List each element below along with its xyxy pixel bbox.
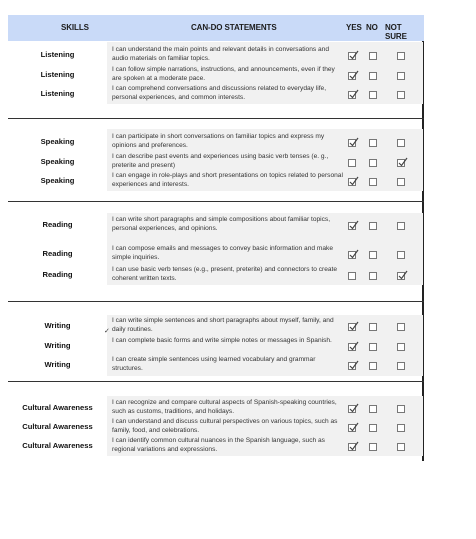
- checkbox-no[interactable]: [369, 272, 377, 280]
- skill-label: Cultural Awareness: [22, 441, 93, 450]
- table-row: [8, 337, 424, 355]
- checkbox-not-sure[interactable]: [397, 139, 405, 147]
- skill-label: Listening: [40, 50, 75, 59]
- table-row: [8, 356, 424, 374]
- checkbox-yes[interactable]: [348, 405, 356, 413]
- checkbox-no[interactable]: [369, 139, 377, 147]
- checkbox-not-sure[interactable]: [397, 405, 405, 413]
- header-no: NO: [366, 23, 378, 32]
- check-icon: [348, 89, 359, 100]
- checkbox-yes[interactable]: [348, 91, 356, 99]
- checkbox-no[interactable]: [369, 424, 377, 432]
- checkbox-no[interactable]: [369, 52, 377, 60]
- header-statements: CAN-DO STATEMENTS: [191, 23, 277, 32]
- check-icon: [348, 137, 359, 148]
- check-icon: [397, 157, 408, 168]
- table-row: [8, 399, 424, 417]
- checkbox-no[interactable]: [369, 343, 377, 351]
- checkbox-yes[interactable]: [348, 323, 356, 331]
- skill-label: Writing: [44, 360, 71, 369]
- table-row: [8, 153, 424, 171]
- checkbox-not-sure[interactable]: [397, 343, 405, 351]
- check-icon: [348, 403, 359, 414]
- checkbox-yes[interactable]: [348, 222, 356, 230]
- checkbox-not-sure[interactable]: [397, 222, 405, 230]
- skill-label: Writing: [44, 341, 71, 350]
- table-header: [8, 15, 424, 41]
- checkbox-yes[interactable]: [348, 343, 356, 351]
- checkbox-not-sure[interactable]: [397, 424, 405, 432]
- checkbox-not-sure[interactable]: [397, 272, 405, 280]
- checkbox-no[interactable]: [369, 443, 377, 451]
- check-icon: [348, 321, 359, 332]
- checkbox-yes[interactable]: [348, 272, 356, 280]
- checkbox-yes[interactable]: [348, 362, 356, 370]
- can-do-statement: I can write short paragraphs and simple compositions about familiar topics, personal experiences, and opinions.: [112, 216, 331, 232]
- can-do-statement: I can describe past events and experiences using basic verb tenses (e. g., preterite and present): [112, 153, 329, 169]
- skill-label: Reading: [42, 220, 73, 229]
- checkbox-not-sure[interactable]: [397, 443, 405, 451]
- skill-label: Listening: [40, 70, 75, 79]
- checkbox-yes[interactable]: [348, 72, 356, 80]
- check-icon: [348, 441, 359, 452]
- checkbox-not-sure[interactable]: [397, 362, 405, 370]
- checkbox-no[interactable]: [369, 362, 377, 370]
- skill-label: Writing: [44, 321, 71, 330]
- check-icon: [348, 422, 359, 433]
- checkbox-not-sure[interactable]: [397, 251, 405, 259]
- checkbox-no[interactable]: [369, 159, 377, 167]
- check-icon: [348, 176, 359, 187]
- checkbox-not-sure[interactable]: [397, 72, 405, 80]
- can-do-statement: I can understand the main points and relevant details in conversations and audio materials on familiar topics.: [112, 46, 329, 62]
- table-row: [8, 317, 424, 335]
- checkbox-yes[interactable]: [348, 424, 356, 432]
- skill-label: Listening: [40, 89, 75, 98]
- table-row: [8, 266, 424, 284]
- checkbox-yes[interactable]: [348, 159, 356, 167]
- table-row: [8, 172, 424, 190]
- checkbox-yes[interactable]: [348, 251, 356, 259]
- table-row: [8, 46, 424, 64]
- can-do-statement: I can write simple sentences and short paragraphs about myself, family, and daily routines.: [112, 317, 334, 333]
- can-do-statement: I can participate in short conversations on familiar topics and express my opinions and preferences.: [112, 133, 325, 149]
- checkbox-yes[interactable]: [348, 178, 356, 186]
- header-not-sure: NOT SURE: [385, 23, 407, 41]
- check-icon: [348, 249, 359, 260]
- table-row: [8, 66, 424, 84]
- header-skills: SKILLS: [61, 23, 89, 32]
- skill-label: Cultural Awareness: [22, 422, 93, 431]
- can-do-statement: I can compose emails and messages to convey basic information and make simple inquiries.: [112, 245, 334, 261]
- table-row: [8, 245, 424, 263]
- check-icon: [348, 220, 359, 231]
- checkbox-not-sure[interactable]: [397, 52, 405, 60]
- can-do-statement: I can follow simple narrations, instructions, and announcements, even if they are spoken at a moderate pace.: [112, 66, 335, 82]
- can-do-statement: I can use basic verb tenses (e.g., present, preterite) and connectors to create coherent written texts.: [112, 266, 338, 282]
- skill-label: Speaking: [40, 137, 75, 146]
- checkbox-yes[interactable]: [348, 52, 356, 60]
- checkbox-not-sure[interactable]: [397, 178, 405, 186]
- checkbox-no[interactable]: [369, 222, 377, 230]
- skill-label: Reading: [42, 270, 73, 279]
- check-icon: [348, 341, 359, 352]
- section-divider: [8, 201, 424, 202]
- skill-label: Speaking: [40, 176, 75, 185]
- skill-label: Speaking: [40, 157, 75, 166]
- table-row: [8, 437, 424, 455]
- checkbox-yes[interactable]: [348, 443, 356, 451]
- checkbox-no[interactable]: [369, 405, 377, 413]
- checkbox-not-sure[interactable]: [397, 159, 405, 167]
- check-icon: [397, 270, 408, 281]
- check-icon: [348, 360, 359, 371]
- table-row: [8, 418, 424, 436]
- checkbox-not-sure[interactable]: [397, 91, 405, 99]
- checkbox-no[interactable]: [369, 251, 377, 259]
- can-do-statement: I can create simple sentences using learned vocabulary and grammar structures.: [112, 356, 316, 372]
- can-do-statement: I can complete basic forms and write simple notes or messages in Spanish.: [112, 337, 332, 344]
- checkbox-no[interactable]: [369, 91, 377, 99]
- can-do-statement: I can identify common cultural nuances in the Spanish language, such as regional variations and expressions.: [112, 437, 325, 453]
- checkbox-no[interactable]: [369, 72, 377, 80]
- section-divider: [8, 381, 424, 382]
- checkbox-not-sure[interactable]: [397, 323, 405, 331]
- table-row: [8, 216, 424, 234]
- skill-label: Cultural Awareness: [22, 403, 93, 412]
- can-do-statement: I can engage in role-plays and short presentations on topics related to personal experiences and interests.: [112, 172, 343, 188]
- can-do-statement: I can recognize and compare cultural aspects of Spanish-speaking countries, such as customs, traditions, and holidays.: [112, 399, 337, 415]
- section-divider: [8, 118, 424, 119]
- table-row: [8, 85, 424, 103]
- can-do-statement: I can comprehend conversations and discussions related to everyday life, personal experiences, and common interests.: [112, 85, 327, 101]
- check-icon: [348, 50, 359, 61]
- skill-label: Reading: [42, 249, 73, 258]
- checkbox-no[interactable]: [369, 178, 377, 186]
- stray-check-mark: ✓: [104, 328, 110, 335]
- check-icon: [348, 70, 359, 81]
- header-yes: YES: [346, 23, 362, 32]
- can-do-statement: I can understand and discuss cultural perspectives on various topics, such as family, food, and celebrations.: [112, 418, 338, 434]
- checkbox-no[interactable]: [369, 323, 377, 331]
- table-row: [8, 133, 424, 151]
- checkbox-yes[interactable]: [348, 139, 356, 147]
- section-divider: [8, 301, 424, 302]
